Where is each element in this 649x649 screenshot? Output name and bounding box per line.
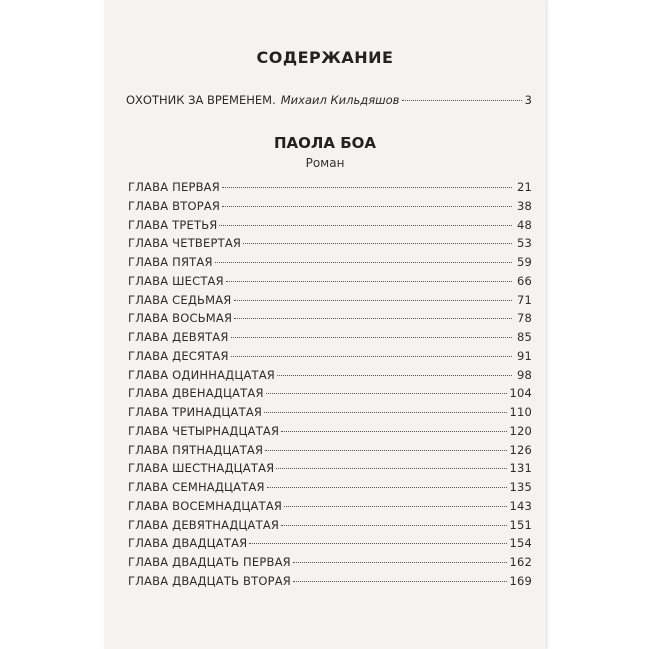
toc-entry	[128, 555, 532, 574]
toc-entry	[128, 255, 532, 274]
chapter-label: ГЛАВА ОДИННАДЦАТАЯ	[128, 367, 276, 382]
chapter-page-number: 143	[509, 498, 532, 513]
dot-leader	[276, 468, 507, 469]
chapter-page-number: 91	[516, 348, 532, 363]
dot-leader	[266, 393, 508, 394]
toc-entry	[128, 480, 532, 499]
chapter-list	[128, 180, 532, 593]
chapter-page-number: 169	[509, 573, 532, 588]
chapter-page-number: 66	[516, 273, 532, 288]
show-through-texture	[104, 0, 546, 90]
dot-leader	[277, 375, 512, 376]
toc-entry-first	[126, 93, 532, 107]
chapter-page-number: 98	[516, 367, 532, 382]
chapter-label: ГЛАВА ВОСЬМАЯ	[128, 311, 233, 326]
entry-title: ОХОТНИК ЗА ВРЕМЕНЕМ.	[126, 93, 276, 107]
chapter-label: ГЛАВА ДВЕНАДЦАТАЯ	[128, 386, 264, 401]
toc-entry	[128, 199, 532, 218]
chapter-page-number: 78	[516, 311, 532, 326]
dot-leader	[402, 100, 521, 101]
chapter-label: ГЛАВА СЕМНАДЦАТАЯ	[128, 480, 265, 494]
chapter-page-number: 120	[509, 423, 532, 438]
chapter-label: ГЛАВА ПЯТАЯ	[128, 255, 213, 269]
toc-entry	[128, 349, 532, 368]
toc-entry	[128, 180, 532, 199]
dot-leader	[281, 431, 507, 432]
section-title: ПАОЛА БОА	[274, 134, 376, 152]
chapter-label: ГЛАВА ПЕРВАЯ	[128, 180, 220, 194]
chapter-page-number: 85	[516, 330, 532, 344]
dot-leader	[231, 356, 512, 357]
chapter-page-number: 126	[509, 442, 532, 457]
toc-entry	[128, 274, 532, 293]
chapter-page-number: 110	[509, 405, 532, 419]
chapter-label: ГЛАВА ШЕСТНАДЦАТАЯ	[128, 461, 275, 476]
chapter-page-number: 162	[509, 555, 532, 569]
chapter-label: ГЛАВА ДВАДЦАТЬ ПЕРВАЯ	[128, 555, 291, 569]
toc-entry	[128, 236, 532, 255]
dot-leader	[267, 487, 508, 488]
chapter-label: ГЛАВА ТРЕТЬЯ	[128, 217, 218, 232]
book-page	[104, 0, 546, 649]
dot-leader	[264, 412, 507, 413]
chapter-page-number: 154	[509, 536, 532, 551]
chapter-label: ГЛАВА ДЕВЯТАЯ	[128, 330, 229, 344]
chapter-label: ГЛАВА СЕДЬМАЯ	[128, 292, 232, 307]
toc-entry	[128, 218, 532, 237]
dot-leader	[249, 543, 507, 544]
chapter-page-number: 53	[516, 236, 532, 251]
toc-entry	[128, 461, 532, 480]
toc-entry	[128, 443, 532, 462]
dot-leader	[265, 450, 507, 451]
chapter-label: ГЛАВА ДЕСЯТАЯ	[128, 348, 229, 363]
section-subtitle: Роман	[305, 156, 345, 170]
chapter-label: ГЛАВА ПЯТНАДЦАТАЯ	[128, 442, 264, 457]
chapter-page-number: 38	[516, 198, 532, 213]
chapter-page-number: 104	[509, 386, 532, 401]
page-title: СОДЕРЖАНИЕ	[256, 48, 394, 67]
toc-entry	[128, 536, 532, 555]
toc-entry	[128, 499, 532, 518]
dot-leader	[219, 225, 512, 226]
toc-entry	[128, 368, 532, 387]
chapter-label: ГЛАВА ШЕСТАЯ	[128, 273, 224, 288]
toc-entry	[128, 518, 532, 537]
toc-entry	[128, 574, 532, 593]
toc-entry	[128, 424, 532, 443]
toc-entry	[128, 330, 532, 349]
chapter-page-number: 71	[516, 292, 532, 307]
chapter-label: ГЛАВА ЧЕТВЕРТАЯ	[128, 236, 242, 251]
chapter-page-number: 151	[509, 517, 532, 532]
chapter-label: ГЛАВА ЧЕТЫРНАДЦАТАЯ	[128, 423, 280, 438]
toc-entry	[128, 386, 532, 405]
chapter-label: ГЛАВА ВОСЕМНАДЦАТАЯ	[128, 498, 283, 513]
chapter-label: ГЛАВА ДВАДЦАТЬ ВТОРАЯ	[128, 573, 291, 588]
chapter-label: ГЛАВА ТРИНАДЦАТАЯ	[128, 405, 263, 419]
dot-leader	[284, 506, 507, 507]
dot-leader	[281, 525, 507, 526]
dot-leader	[222, 187, 512, 188]
dot-leader	[293, 581, 507, 582]
dot-leader	[234, 318, 512, 319]
dot-leader	[293, 562, 508, 563]
toc-entry	[128, 405, 532, 424]
entry-author: Михаил Кильдяшов	[280, 93, 400, 107]
entry-page-number: 3	[524, 93, 532, 107]
dot-leader	[215, 262, 512, 263]
chapter-label: ГЛАВА ВТОРАЯ	[128, 198, 221, 213]
dot-leader	[222, 206, 512, 207]
chapter-page-number: 48	[516, 217, 532, 232]
dot-leader	[226, 281, 512, 282]
dot-leader	[231, 337, 512, 338]
toc-entry	[128, 311, 532, 330]
chapter-page-number: 21	[516, 180, 532, 194]
chapter-page-number: 135	[509, 480, 532, 494]
toc-entry	[128, 293, 532, 312]
chapter-page-number: 131	[509, 461, 532, 476]
dot-leader	[234, 300, 513, 301]
dot-leader	[243, 243, 512, 244]
chapter-label: ГЛАВА ДВАДЦАТАЯ	[128, 536, 248, 551]
chapter-page-number: 59	[516, 255, 532, 269]
chapter-label: ГЛАВА ДЕВЯТНАДЦАТАЯ	[128, 517, 280, 532]
